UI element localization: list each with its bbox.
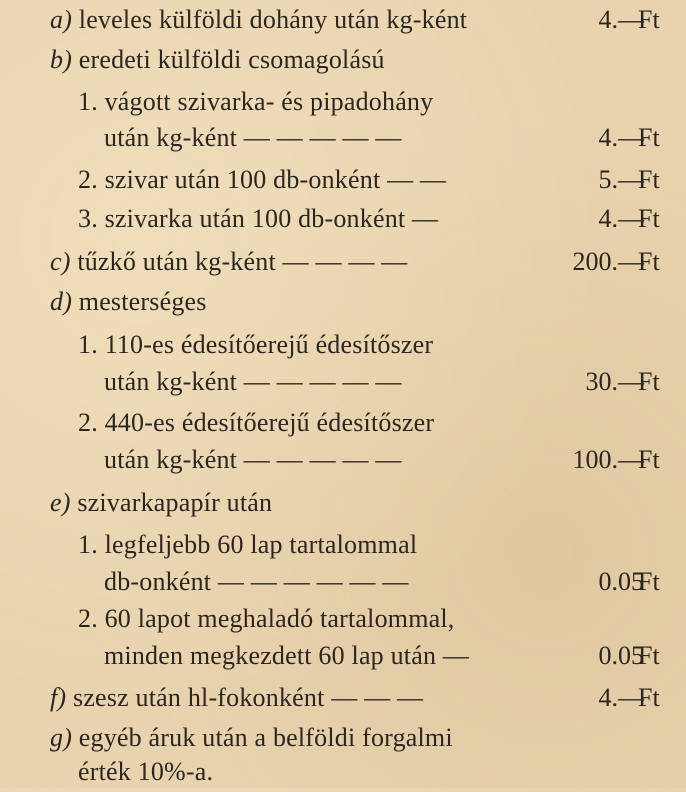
item-text: érték 10%-a.: [78, 757, 214, 786]
subitem-number: 2.: [78, 408, 98, 437]
subitem-text: 60 lapot meghaladó tartalommal,: [104, 604, 455, 633]
item-d-line: [50, 282, 207, 322]
item-label: f): [50, 683, 67, 712]
item-unit: Ft: [638, 247, 660, 276]
subitem-e1-continuation: [104, 562, 409, 602]
item-amount: 4.—: [598, 204, 644, 233]
item-amount: 4.—: [598, 683, 644, 712]
item-unit: Ft: [638, 204, 660, 233]
item-text: szivarkapapír után: [77, 488, 273, 517]
item-e-line: [50, 483, 272, 523]
item-text: leveles külföldi dohány után kg-ként: [78, 5, 468, 34]
item-amount: 5.—: [598, 165, 644, 194]
item-text: mesterséges: [78, 287, 207, 316]
subitem-number: 2.: [78, 165, 98, 194]
subitem-e2-line: [78, 599, 454, 639]
item-g-continuation: [78, 752, 213, 792]
subitem-number: 1.: [78, 330, 98, 359]
subitem-e2-continuation: [104, 636, 469, 676]
item-unit: Ft: [638, 567, 660, 596]
subitem-d1-line: [78, 325, 433, 365]
item-label: b): [50, 45, 73, 74]
subitem-number: 3.: [78, 204, 98, 233]
subitem-d2-line: [78, 403, 434, 443]
item-text: szesz után hl-fokonként — — —: [73, 683, 424, 712]
item-amount: 30.—: [585, 367, 644, 396]
item-label: e): [50, 488, 71, 517]
item-unit: Ft: [638, 683, 660, 712]
subitem-b2-line: [78, 160, 446, 200]
item-amount: 0.05: [598, 567, 644, 596]
subitem-number: 1.: [78, 87, 98, 116]
subitem-d2-continuation: [104, 440, 402, 480]
subitem-text: után kg-ként — — — — —: [104, 123, 402, 152]
subitem-text: szivar után 100 db-onként — —: [104, 165, 447, 194]
subitem-number: 1.: [78, 530, 98, 559]
item-amount: 100.—: [572, 445, 644, 474]
item-text: egyéb áruk után a belföldi forgalmi: [78, 723, 453, 752]
item-label: d): [50, 287, 73, 316]
subitem-e1-line: [78, 525, 417, 565]
item-amount: 4.—: [598, 5, 644, 34]
subitem-text: szivarka után 100 db-onként —: [104, 204, 439, 233]
item-unit: Ft: [638, 5, 660, 34]
subitem-text: db-onként — — — — — —: [104, 567, 409, 596]
subitem-text: vágott szivarka- és pipadohány: [104, 87, 434, 116]
item-text: tűzkő után kg-ként — — — —: [77, 247, 408, 276]
subitem-text: minden megkezdett 60 lap után —: [104, 641, 470, 670]
subitem-b1-line: [78, 82, 433, 122]
subitem-b1-continuation: [104, 118, 402, 158]
subitem-text: 440-es édesítőerejű édesítőszer: [104, 408, 435, 437]
subitem-d1-continuation: [104, 362, 402, 402]
subitem-text: 110-es édesítőerejű édesítőszer: [104, 330, 434, 359]
item-label: g): [50, 723, 73, 752]
item-amount: 200.—: [572, 247, 644, 276]
item-unit: Ft: [638, 123, 660, 152]
item-label: a): [50, 5, 73, 34]
subitem-text: után kg-ként — — — — —: [104, 445, 402, 474]
subitem-b3-line: [78, 199, 438, 239]
item-unit: Ft: [638, 165, 660, 194]
subitem-text: után kg-ként — — — — —: [104, 367, 402, 396]
item-f-line: [50, 678, 423, 718]
subitem-text: legfeljebb 60 lap tartalommal: [104, 530, 418, 559]
item-unit: Ft: [638, 445, 660, 474]
item-unit: Ft: [638, 641, 660, 670]
item-b-line: [50, 40, 385, 80]
item-label: c): [50, 247, 71, 276]
item-amount: 4.—: [598, 123, 644, 152]
subitem-number: 2.: [78, 604, 98, 633]
item-text: eredeti külföldi csomagolású: [78, 45, 385, 74]
item-unit: Ft: [638, 367, 660, 396]
item-amount: 0.05: [598, 641, 644, 670]
item-c-line: [50, 242, 407, 282]
item-a-line: [50, 0, 467, 40]
